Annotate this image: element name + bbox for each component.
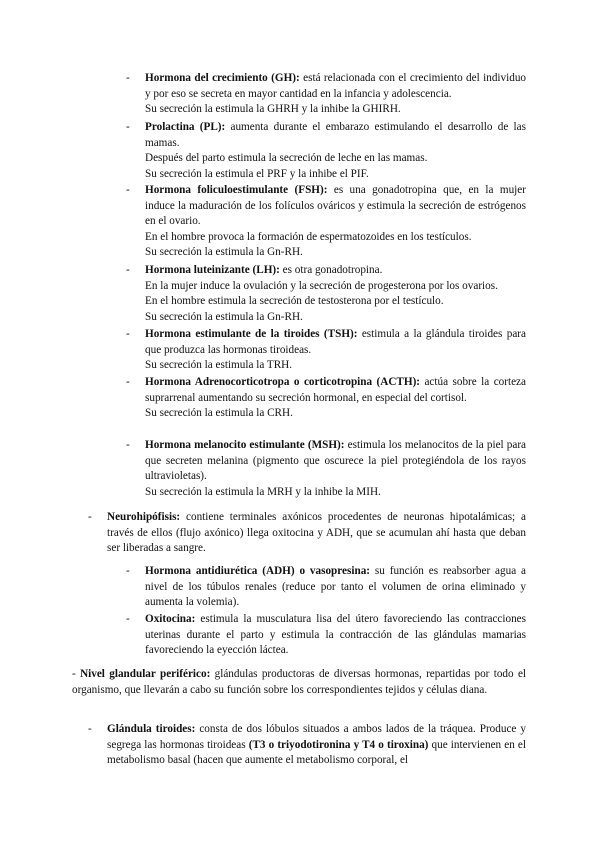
msh-title: Hormona melanocito estimulante (MSH): [145, 439, 345, 451]
tiroides-text-2: que intervienen en el metabolismo basal (hacen que aumente el metabolismo corporal, el [107, 738, 526, 767]
adh-title: Hormona antidiurética (ADH) o vasopresina: [145, 565, 371, 577]
fsh-text: es una gonadotropina que, en la mujer induce la maduración de los folículos ováricos y estimula la secreción de estrógenos en el ovario. [145, 184, 526, 228]
lh-description [145, 263, 526, 279]
bullet-dash: - [126, 121, 130, 133]
list-item-lh [126, 263, 526, 325]
acth-text: actúa sobre la corteza suprarrenal aumentando su secreción hormonal, en especial del cortisol. [145, 376, 526, 404]
neurohipofisis-text: contiene terminales axónicos procedentes de neuronas hipotalámicas; a través de ellos (flujo axónico) llega oxitocina y ADH, que se acumulan ahí hasta que deban ser liberadas a sangre. [107, 511, 526, 555]
fsh-note-1: En el hombre provoca la formación de espermatozoides en los testículos. [145, 230, 472, 243]
bullet-dash: - [126, 439, 130, 451]
neurohipofisis-title: Neurohipófisis: [107, 511, 181, 523]
bullet-dash: - [126, 264, 130, 276]
list-item-tsh [126, 327, 526, 374]
tiroides-title: Glándula tiroides: [107, 723, 196, 735]
gh-description [145, 71, 526, 102]
msh-note: Su secreción la estimula la MRH y la inhibe la MIH. [145, 485, 381, 498]
gh-title: Hormona del crecimiento (GH): [145, 72, 300, 84]
lh-note-2: En el hombre estimula la secreción de testosterona por el testículo. [145, 295, 444, 308]
bullet-dash: - [88, 723, 92, 735]
paragraph-nivel-glandular-periferico [72, 667, 526, 698]
pl-note-1: Después del parto estimula la secreción de leche en las mamas. [145, 152, 428, 165]
pl-description [145, 120, 526, 151]
bullet-dash: - [126, 328, 130, 340]
bullet-dash: - [88, 511, 92, 523]
tsh-note: Su secreción la estimula la TRH. [145, 359, 293, 372]
lh-text: es otra gonadotropina. [279, 264, 383, 276]
acth-description [145, 375, 526, 406]
bullet-dash: - [126, 72, 130, 84]
tsh-description [145, 327, 526, 358]
list-item-gh [126, 71, 527, 118]
msh-text: estimula los melanocitos de la piel para que secreten melanina (pigmento que oscurece la piel protegiéndola de los rayos ultravioletas). [145, 439, 527, 483]
list-item-acth [126, 375, 526, 422]
tiroides-text-1: consta de dos lóbulos situados a ambos lados de la tráquea. Produce y segrega las hormonas tiroideas [107, 723, 526, 751]
bullet-dash: - [126, 376, 130, 388]
list-item-neurohipofisis [88, 510, 526, 557]
list-item-fsh [126, 183, 526, 261]
periferico-title: Nivel glandular periférico: [80, 668, 211, 680]
adh-text: su función es reabsorber agua a nivel de los túbulos renales (reduce por tanto el volumen de orina eliminado y aumenta la volemia). [145, 565, 526, 609]
periferico-text: glándulas productoras de diversas hormonas, repartidas por todo el organismo, que llevarán a cabo su función sobre los correspondientes tejidos y células diana. [72, 668, 527, 696]
gh-text: está relacionada con el crecimiento del individuo y por eso se secreta en mayor cantidad en la infancia y adolescencia. [145, 72, 527, 100]
tsh-title: Hormona estimulante de la tiroides (TSH): [145, 328, 358, 340]
list-item-oxitocina [126, 612, 526, 659]
bullet-dash: - [126, 184, 130, 196]
pl-title: Prolactina (PL): [145, 121, 226, 133]
bullet-dash: - [126, 565, 130, 577]
gh-note: Su secreción la estimula la GHRH y la inhibe la GHIRH. [145, 103, 401, 116]
adh-description [145, 564, 526, 611]
lh-note-1: En la mujer induce la ovulación y la secreción de progesterona por los ovarios. [145, 279, 498, 292]
tiroides-description [107, 722, 526, 769]
periferico-prefix: - [72, 668, 81, 680]
oxitocina-text: estimula la musculatura lisa del útero favoreciendo las contracciones uterinas durante el parto y estimula la contracción de las glándulas mamarias favoreciendo la eyección láctea. [145, 613, 526, 657]
fsh-title: Hormona foliculoestimulante (FSH): [145, 184, 328, 196]
oxitocina-title: Oxitocina: [145, 613, 196, 625]
periferico-description [72, 667, 526, 698]
list-item-pl [126, 120, 526, 182]
pl-text: aumenta durante el embarazo estimulando el desarrollo de las mamas. [145, 121, 526, 149]
pl-note-2: Su secreción la estimula el PRF y la inhibe el PIF. [145, 167, 369, 180]
list-item-glandula-tiroides [88, 722, 526, 769]
tiroides-hormones: (T3 o triyodotironina y T4 o tiroxina) [248, 738, 429, 751]
neurohipofisis-description [107, 510, 526, 557]
tsh-text: estimula a la glándula tiroides para que produzca las hormonas tiroideas. [145, 328, 526, 356]
acth-title: Hormona Adrenocorticotropa o corticotropina (ACTH): [145, 376, 421, 388]
oxitocina-description [145, 612, 526, 659]
msh-description [145, 438, 526, 485]
lh-title: Hormona luteinizante (LH): [145, 264, 280, 276]
bullet-dash: - [126, 613, 130, 625]
lh-note-3: Su secreción la estimula la Gn-RH. [145, 310, 303, 323]
acth-note: Su secreción la estimula la CRH. [145, 407, 293, 420]
list-item-adh [126, 564, 526, 611]
fsh-description [145, 183, 526, 230]
list-item-msh [126, 438, 527, 500]
fsh-note-2: Su secreción la estimula la Gn-RH. [145, 246, 303, 259]
